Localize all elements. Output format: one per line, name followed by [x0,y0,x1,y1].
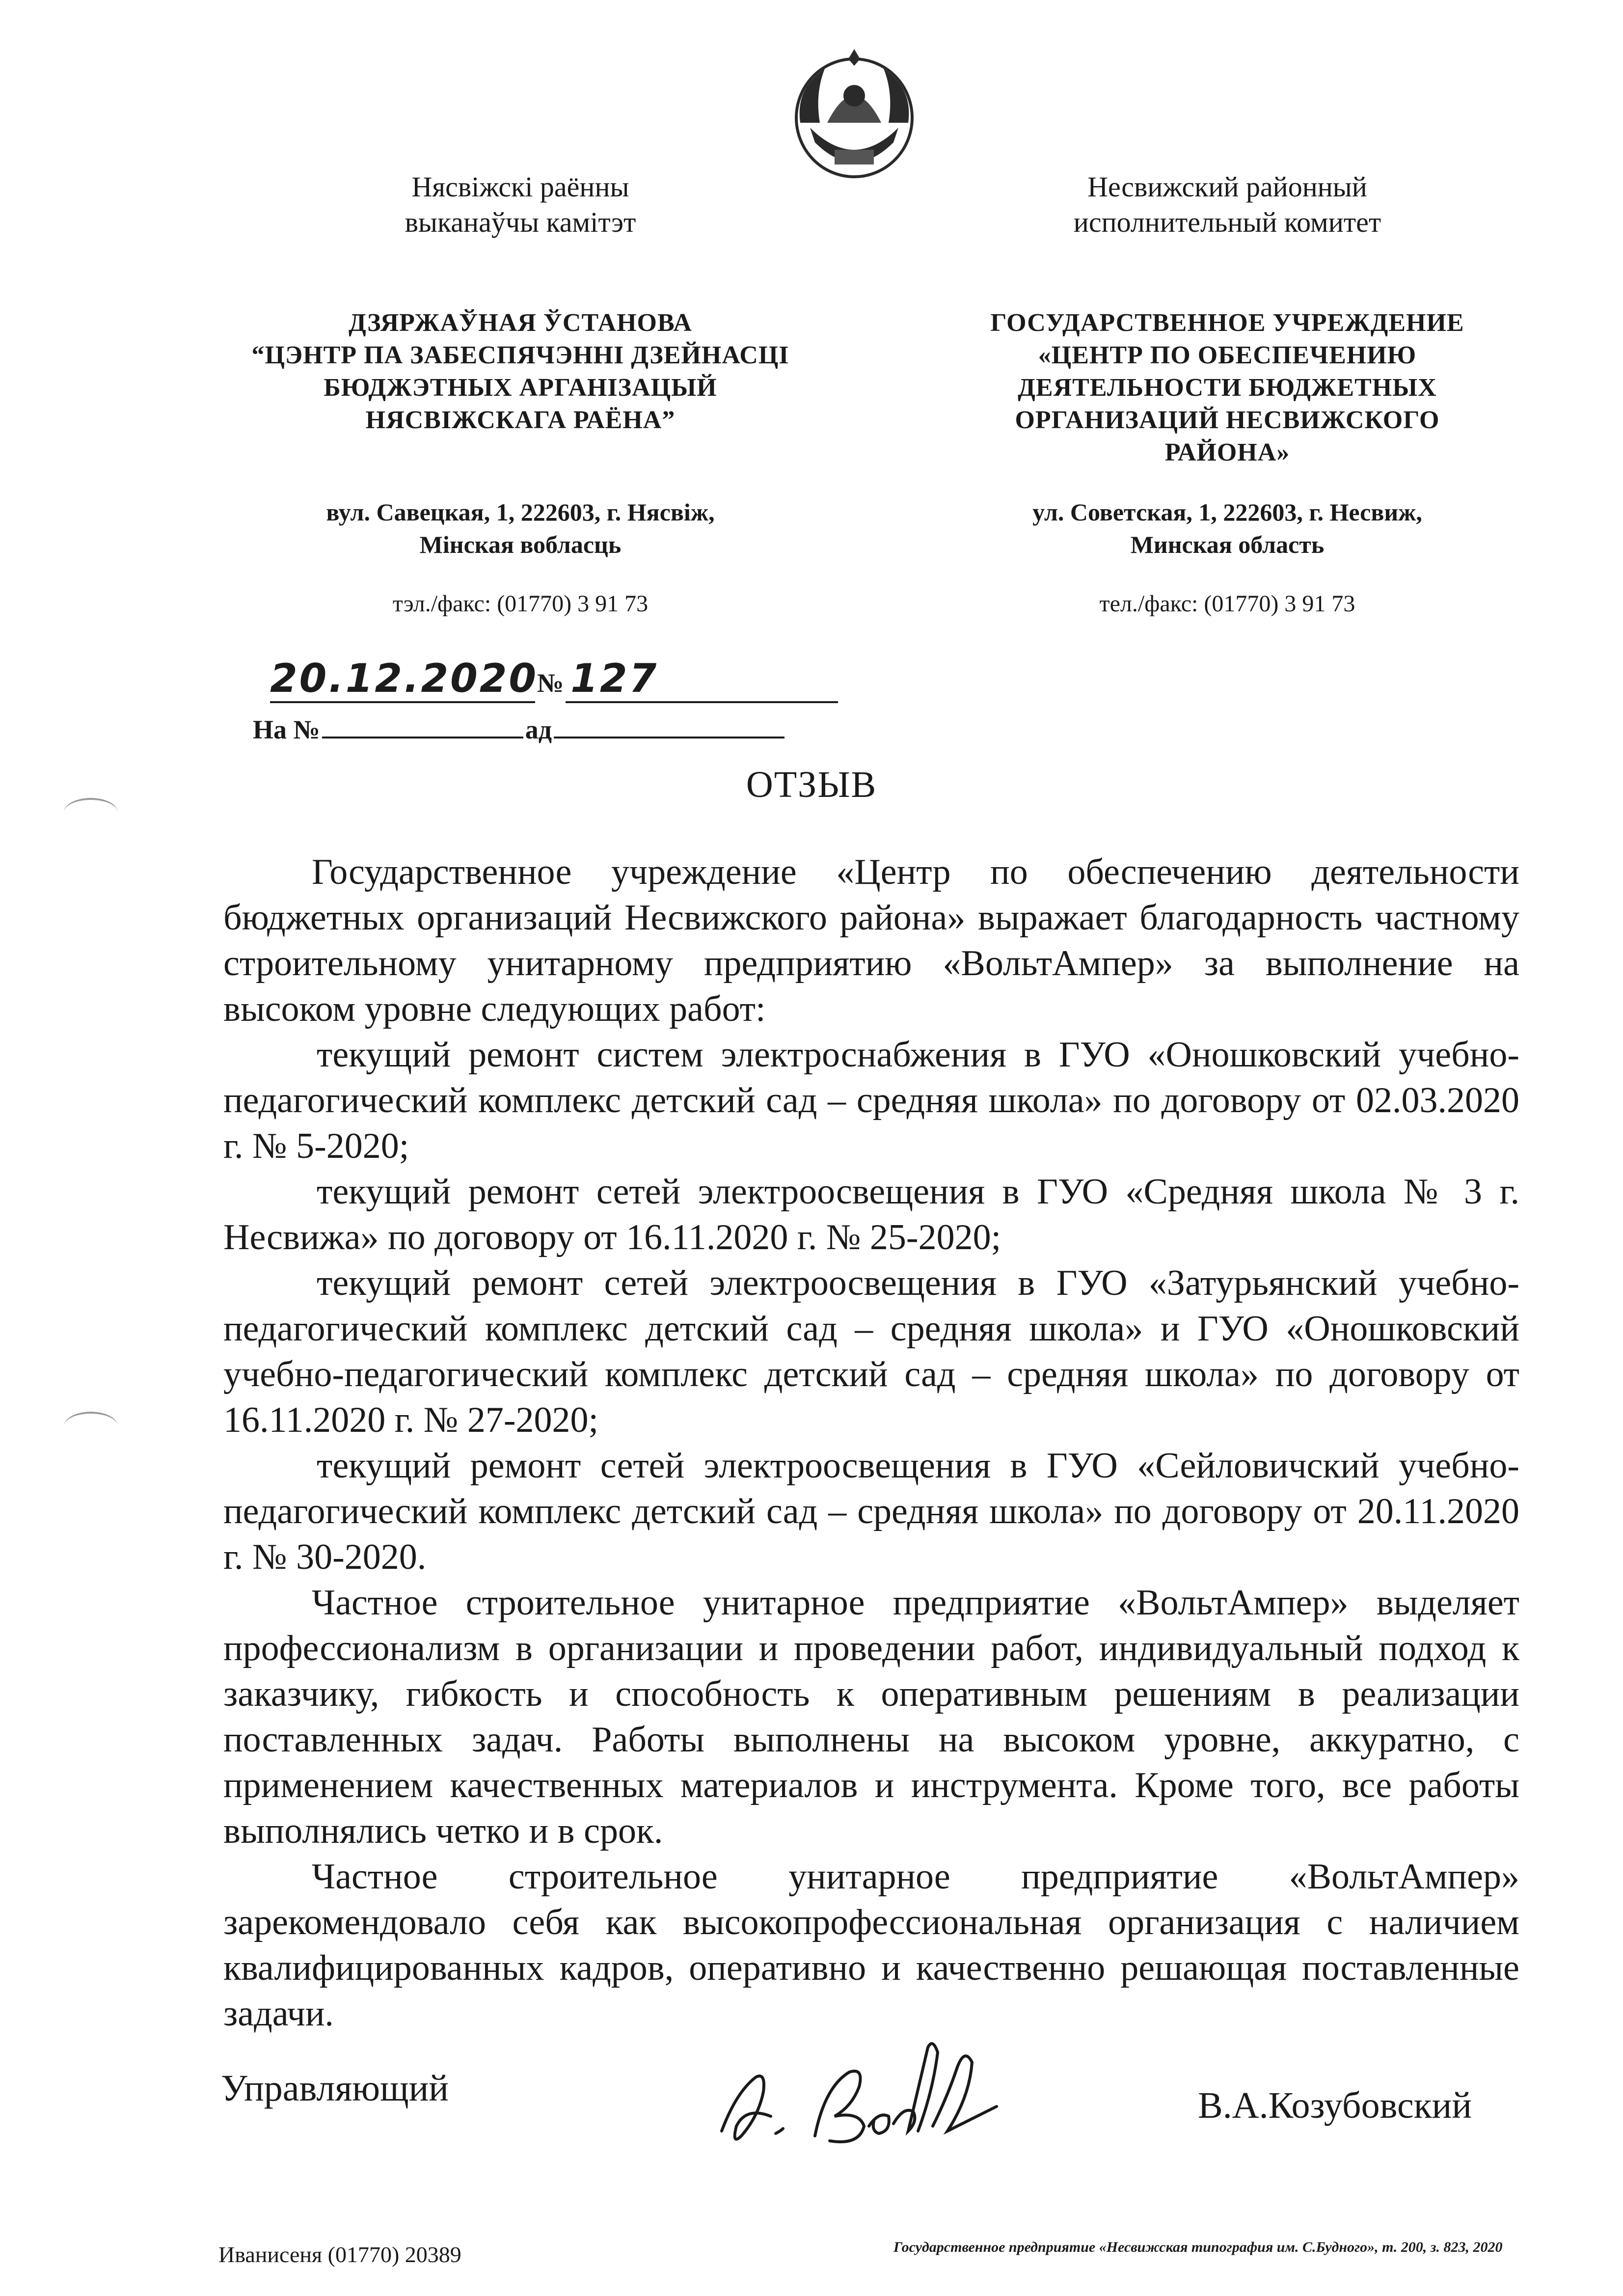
header-right-org-line: Несвижский районный [1087,171,1367,203]
reply-from-label: ад [525,715,552,744]
header-right-institution-line: РАЙОНА» [1164,438,1290,466]
work-item: текущий ремонт систем электроснабжения в ГУО «Оношковский учебно-педагогический комплекс детский сад – средняя школа» по договору от 02.03.2020 г. № 5-2020; [223,1035,1519,1166]
header-right-institution-line: ОРГАНИЗАЦИЙ НЕСВИЖСКОГО [1015,406,1440,434]
header-right-institution-line: ГОСУДАРСТВЕННОЕ УЧРЕЖДЕНИЕ [990,309,1464,337]
evaluation-paragraph: Частное строительное унитарное предприятие «ВольтАмпер» выделяет профессионализм в организации и проведении работ, индивидуальный подход к заказчику, гибкость и способность к оперативным решениям в реализации поставленных задач. Работы выполнены на высоком уровне, аккуратно, с применением качественных материалов и инструмента. Кроме того, все работы выполнялись четко и в срок. [223,1583,1519,1851]
header-left-tel [201,589,839,619]
recommendation-paragraph: Частное строительное унитарное предприятие «ВольтАмпер» зарекомендовало себя как высокопрофессиональная организация с наличием квалифицированных кадров, оперативно и качественно решающая поставленные задачи. [223,1857,1519,2034]
punch-mark [64,1412,118,1441]
header-right-address-line: Минская область [1130,531,1325,558]
state-emblem-icon [781,49,928,187]
header-left-org [201,169,839,240]
header-left-institution-line: НЯСВІЖСКАГА РАЁНА” [365,406,676,434]
registration-date-line [270,656,838,703]
reply-number-label: На № [253,715,320,744]
signatory-role: Управляющий [221,2068,449,2109]
registration-date: 20.12.2020 [270,656,535,703]
work-item: текущий ремонт сетей электроосвещения в ГУО «Средняя школа № 3 г. Несвижа» по договору от 16.11.2020 г. № 25-2020; [223,1172,1519,1257]
header-left-tel-text: тэл./факс: (01770) 3 91 73 [392,591,649,617]
document-title: ОТЗЫВ [746,764,877,805]
header-right-address [908,496,1546,561]
handwritten-signature [702,2018,1021,2165]
header-right-org-line: исполнительный комитет [1073,206,1381,238]
header-left-address-line: Мінская вобласць [419,531,622,558]
intro-paragraph: Государственное учреждение «Центр по обеспечению деятельности бюджетных организаций Несвижского района» выражает благодарность частному строительному унитарному предприятию «ВольтАмпер» за выполнение на высоком уровне следующих работ: [223,852,1519,1029]
header-left-institution [201,307,839,437]
reply-date-field [554,712,784,738]
header-right-institution-line: «ЦЕНТР ПО ОБЕСПЕЧЕНИЮ [1038,341,1417,369]
header-left-org-line: выканаўчы камітэт [405,206,636,238]
registration-number: 127 [566,656,838,703]
header-left-institution-line: “ЦЭНТР ПА ЗАБЕСПЯЧЭННІ ДЗЕЙНАСЦІ [251,341,789,369]
header-left-institution-line: БЮДЖЭТНЫХ АРГАНІЗАЦЫЙ [324,374,717,402]
header-left-address [201,496,839,561]
executor-contact: Иванисеня (01770) 20389 [218,2242,461,2267]
header-right-institution [908,307,1546,469]
work-item: текущий ремонт сетей электроосвещения в ГУО «Затурьянский учебно-педагогический комплекс детский сад – средняя школа» и ГУО «Оношковский учебно-педагогический комплекс детский сад – средняя школа» по договору от 16.11.2020 г. № 27-2020; [223,1263,1519,1440]
registration-number-label: № [537,668,564,698]
signatory-name: В.А.Козубовский [1198,2085,1472,2126]
header-left-address-line: вул. Савецкая, 1, 222603, г. Нясвіж, [326,498,715,526]
letter-body [223,849,1519,2037]
header-left-institution-line: ДЗЯРЖАЎНАЯ ЎСТАНОВА [349,309,692,337]
header-right-tel [908,589,1546,619]
reply-reference-line [253,712,784,745]
header-right-org [908,169,1546,240]
header-right-tel-text: тел./факс: (01770) 3 91 73 [1099,591,1355,617]
header-right-address-line: ул. Советская, 1, 222603, г. Несвиж, [1032,498,1422,526]
work-item: текущий ремонт сетей электроосвещения в ГУО «Сейловичский учебно-педагогический комплекс детский сад – средняя школа» по договору от 20.11.2020 г. № 30-2020. [223,1446,1519,1577]
reply-number-field [322,712,523,738]
printer-imprint: Государственное предприятие «Несвижская типография им. С.Будного», т. 200, з. 823, 2020 [893,2239,1503,2255]
header-right-institution-line: ДЕЯТЕЛЬНОСТИ БЮДЖЕТНЫХ [1018,374,1437,402]
header-left-org-line: Нясвіжскі раённы [411,171,629,203]
